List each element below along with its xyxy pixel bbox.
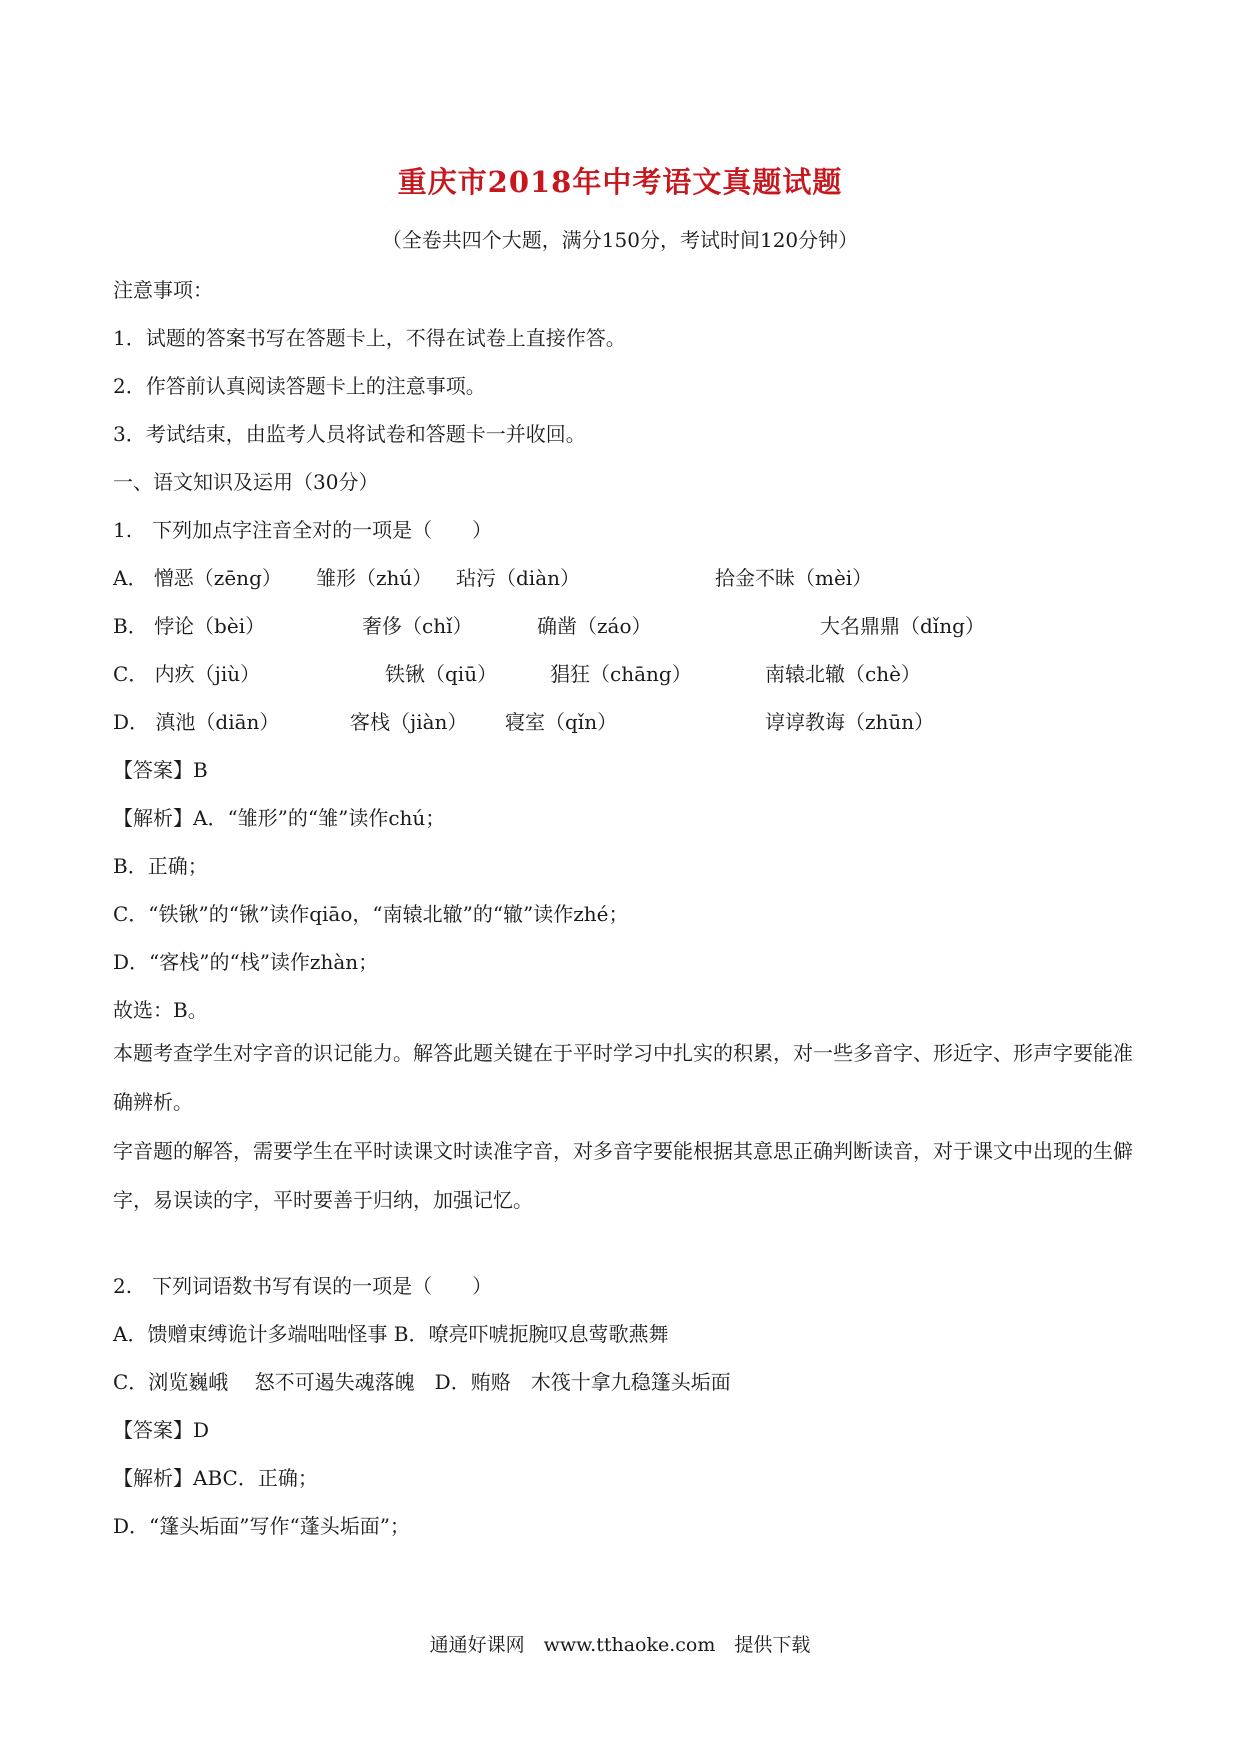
option-label: A． [113,566,148,590]
q1-commentary: 字音题的解答，需要学生在平时读课文时读准字音，对多音字要能根据其意思正确判断读音，对于课文中出现的生僻字，易误读的字，平时要善于归纳，加强记忆。 [113,1139,1133,1212]
option-item: 内疚（jiù） [154,662,261,686]
q1-analysis: 故选：B。 [113,998,208,1022]
page-title: 重庆市2018年中考语文真题试题 [397,165,843,199]
q2-analysis: D．“篷头垢面”写作“蓬头垢面”； [113,1514,410,1538]
note-item: 1．试题的答案书写在答题卡上，不得在试卷上直接作答。 [113,326,626,350]
option-label: B． [113,614,148,638]
q1-analysis: C．“铁锹”的“锹”读作qiāo，“南辕北辙”的“辙”读作zhé； [113,902,629,926]
q1-option-b [113,610,985,639]
q1-option-c [113,658,921,687]
q1-answer: 【答案】B [113,758,208,782]
q1-commentary: 本题考查学生对字音的识记能力。解答此题关键在于平时学习中扎实的积累，对一些多音字、形近字、形声字要能准确辨析。 [113,1041,1133,1114]
option-label: D． [113,710,150,734]
q2-options: C．浏览巍峨 怒不可遏失魂落魄 D．贿赂 木筏十拿九稳篷头垢面 [113,1370,731,1394]
q1-analysis: D．“客栈”的“栈”读作zhàn； [113,950,379,974]
option-item: 客栈（jiàn） [350,710,468,734]
option-label: C． [113,662,149,686]
option-item: 悖论（bèi） [154,614,266,638]
option-item: 铁锹（qiū） [385,662,498,686]
option-item: 谆谆教诲（zhūn） [765,710,935,734]
option-item: 大名鼎鼎（dǐng） [820,614,985,638]
option-item: 奢侈（chǐ） [362,614,473,638]
question-1-stem: 1. 下列加点字注音全对的一项是（ ） [113,518,493,542]
exam-subtitle: （全卷共四个大题，满分150分，考试时间120分钟） [381,228,859,252]
option-item: 拾金不昧（mèi） [715,566,873,590]
q1-option-a [113,562,873,591]
option-item: 雏形（zhú） [316,566,433,590]
option-item: 滇池（diān） [155,710,280,734]
note-item: 3．考试结束，由监考人员将试卷和答题卡一并收回。 [113,422,586,446]
notes-heading: 注意事项： [113,278,213,302]
option-item: 寝室（qǐn） [505,710,618,734]
q1-option-d [113,706,935,735]
option-item: 确凿（záo） [537,614,652,638]
page-footer: 通通好课网 www.tthaoke.com 提供下载 [429,1634,811,1656]
note-item: 2．作答前认真阅读答题卡上的注意事项。 [113,374,486,398]
section-heading: 一、语文知识及运用（30分） [113,470,379,494]
q2-options: A．馈赠束缚诡计多端咄咄怪事 B．嘹亮吓唬扼腕叹息莺歌燕舞 [113,1322,669,1346]
option-item: 猖狂（chāng） [550,662,692,686]
q1-analysis: B．正确； [113,854,208,878]
question-2-stem: 2. 下列词语数书写有误的一项是（ ） [113,1274,493,1298]
q2-answer: 【答案】D [113,1418,210,1442]
q1-analysis: 【解析】A．“雏形”的“雏”读作chú； [113,806,446,830]
option-item: 玷污（diàn） [456,566,581,590]
q2-analysis: 【解析】ABC．正确； [113,1466,318,1490]
option-item: 南辕北辙（chè） [765,662,921,686]
option-item: 憎恶（zēng） [153,566,282,590]
